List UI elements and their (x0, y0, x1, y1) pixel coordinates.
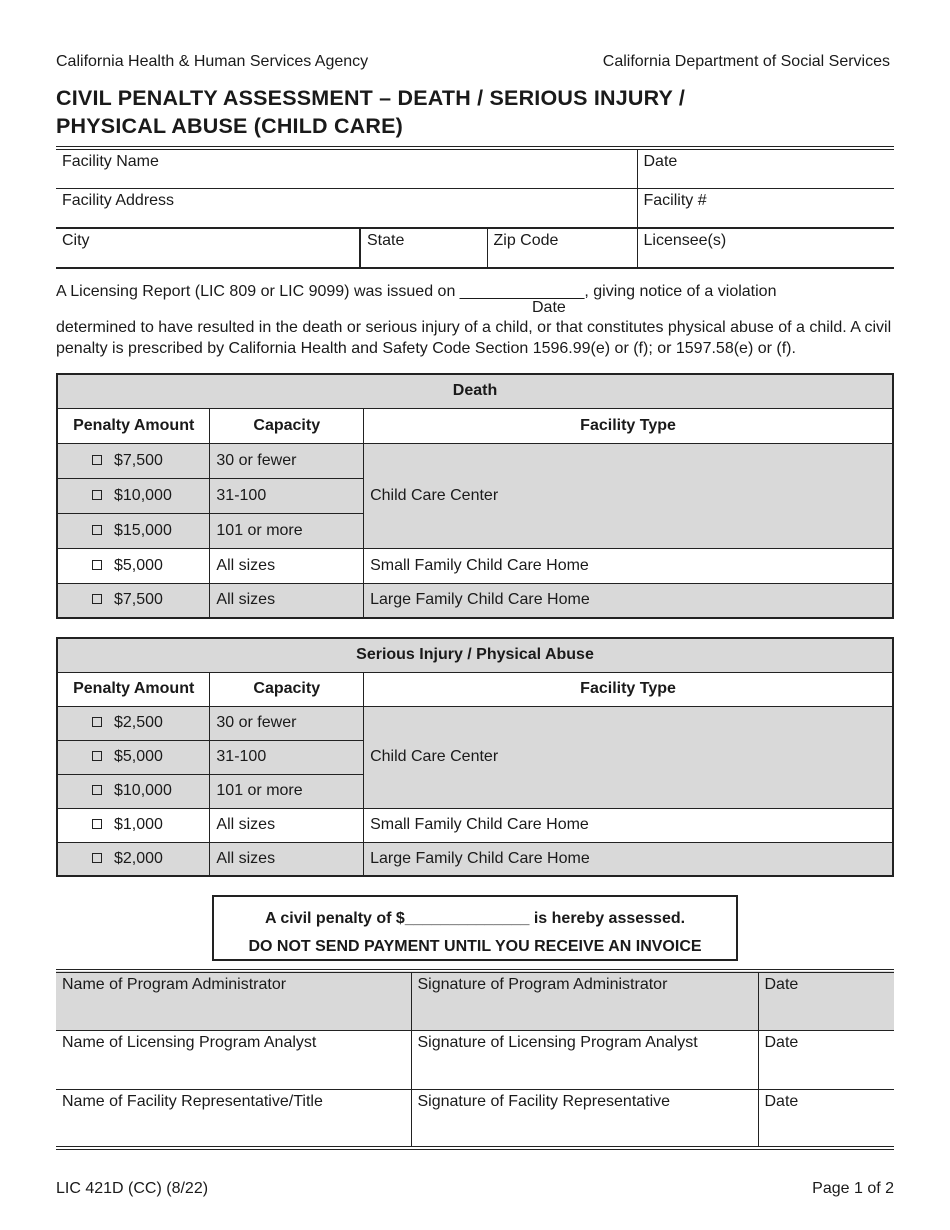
analyst-name-field[interactable] (56, 1030, 411, 1089)
col-penalty-amount: Penalty Amount (57, 672, 210, 706)
signature-row (56, 1089, 894, 1148)
checkbox-icon[interactable] (92, 853, 102, 863)
licensees-field[interactable] (637, 228, 894, 268)
col-penalty-amount: Penalty Amount (57, 408, 210, 443)
signature-table (56, 969, 894, 1150)
notice-text (56, 281, 894, 359)
table-row (57, 443, 893, 478)
facility-address-field[interactable] (56, 188, 637, 228)
form-id: LIC 421D (CC) (8/22) (56, 1180, 209, 1197)
penalty-amount: $5,000 (114, 748, 163, 765)
penalty-checkbox-option[interactable] (57, 842, 210, 876)
checkbox-icon[interactable] (92, 819, 102, 829)
checkbox-icon[interactable] (92, 560, 102, 570)
facility-type-cell: Large Family Child Care Home (364, 583, 893, 618)
capacity-cell: 31-100 (210, 740, 364, 774)
col-facility-type: Facility Type (364, 408, 893, 443)
city-field[interactable] (56, 228, 360, 268)
capacity-cell: 30 or fewer (210, 706, 364, 740)
penalty-checkbox-option[interactable] (57, 513, 210, 548)
program-admin-date-field[interactable] (758, 971, 894, 1030)
facility-type-cell: Large Family Child Care Home (364, 842, 893, 876)
table-row (57, 706, 893, 740)
facility-rep-date-field[interactable] (758, 1089, 894, 1148)
notice-date-label: Date (532, 299, 566, 316)
death-table-heading: Death (57, 374, 893, 408)
notice-paragraph: determined to have resulted in the death or serious injury of a child, or that constitutes physical abuse of a child. A civil penalty is prescribed by California Health and Safety Code Section 1596.99(e) or (f); or 1597.58(e) or (f). (56, 319, 892, 357)
col-capacity: Capacity (210, 672, 364, 706)
capacity-cell: 30 or fewer (210, 443, 364, 478)
injury-table-heading: Serious Injury / Physical Abuse (57, 638, 893, 672)
field-label: Signature of Facility Representative (417, 1092, 671, 1110)
capacity-cell: 31-100 (210, 478, 364, 513)
field-label: Name of Licensing Program Analyst (62, 1033, 317, 1051)
penalty-checkbox-option[interactable] (57, 774, 210, 808)
capacity-cell: 101 or more (210, 774, 364, 808)
table-row (57, 583, 893, 618)
field-label: Name of Program Administrator (62, 976, 287, 993)
checkbox-icon[interactable] (92, 717, 102, 727)
analyst-date-field[interactable] (758, 1030, 894, 1089)
penalty-amount: $10,000 (114, 486, 172, 504)
program-admin-signature-field[interactable] (411, 971, 758, 1030)
penalty-amount: $1,000 (114, 816, 163, 833)
licensees-label: Licensee(s) (643, 232, 727, 249)
table-row (57, 842, 893, 876)
assessment-line1[interactable]: A civil penalty of $______________ is hereby assessed. (264, 910, 686, 927)
agency-header (56, 52, 894, 72)
table-row (57, 548, 893, 583)
penalty-checkbox-option[interactable] (57, 808, 210, 842)
field-label: Name of Facility Representative/Title (62, 1092, 323, 1110)
capacity-cell: All sizes (210, 842, 364, 876)
field-label: Signature of Program Administrator (417, 976, 668, 993)
injury-penalty-table (56, 637, 894, 877)
penalty-checkbox-option[interactable] (57, 548, 210, 583)
date-field[interactable] (637, 148, 894, 188)
state-label: State (367, 232, 405, 249)
program-admin-name-field[interactable] (56, 971, 411, 1030)
penalty-amount: $2,500 (114, 714, 163, 731)
penalty-checkbox-option[interactable] (57, 443, 210, 478)
signature-row (56, 1030, 894, 1089)
date-label: Date (643, 153, 678, 170)
facility-number-field[interactable] (637, 188, 894, 228)
penalty-amount: $2,000 (114, 849, 163, 867)
penalty-checkbox-option[interactable] (57, 583, 210, 618)
facility-address-label: Facility Address (62, 191, 175, 209)
facility-rep-signature-field[interactable] (411, 1089, 758, 1148)
page-footer (56, 1180, 894, 1198)
facility-number-label: Facility # (643, 191, 707, 209)
facility-type-cell: Small Family Child Care Home (364, 808, 893, 842)
agency-right: California Department of Social Services (602, 53, 890, 70)
page-number: Page 1 of 2 (812, 1180, 894, 1197)
capacity-cell: All sizes (210, 548, 364, 583)
penalty-checkbox-option[interactable] (57, 706, 210, 740)
penalty-amount: $15,000 (114, 521, 172, 539)
death-penalty-table (56, 373, 894, 619)
penalty-amount: $7,500 (114, 451, 163, 469)
checkbox-icon[interactable] (92, 490, 102, 500)
form-page (56, 52, 894, 1150)
form-title-line2: PHYSICAL ABUSE (CHILD CARE) (56, 114, 404, 138)
analyst-signature-field[interactable] (411, 1030, 758, 1089)
capacity-cell: All sizes (210, 583, 364, 618)
city-label: City (62, 232, 90, 249)
capacity-cell: All sizes (210, 808, 364, 842)
field-label: Signature of Licensing Program Analyst (417, 1033, 698, 1051)
penalty-amount: $5,000 (114, 556, 163, 574)
facility-name-label: Facility Name (62, 153, 159, 170)
notice-line1: A Licensing Report (LIC 809 or LIC 9099) was issued on ______________, giving notice of a violation (56, 283, 777, 300)
agency-left: California Health & Human Services Agency (56, 53, 369, 70)
col-capacity: Capacity (210, 408, 364, 443)
penalty-amount: $7,500 (114, 591, 163, 609)
state-field[interactable] (360, 228, 487, 268)
signature-row (56, 971, 894, 1030)
facility-type-cell: Child Care Center (364, 706, 893, 808)
checkbox-icon[interactable] (92, 594, 102, 604)
field-label: Date (764, 1033, 799, 1051)
zip-code-label: Zip Code (493, 232, 559, 249)
facility-type-cell: Child Care Center (364, 443, 893, 548)
checkbox-icon[interactable] (92, 751, 102, 761)
facility-info-table (56, 146, 894, 269)
facility-type-cell: Small Family Child Care Home (364, 548, 893, 583)
table-row (57, 808, 893, 842)
form-title-line1: CIVIL PENALTY ASSESSMENT – DEATH / SERIOUS INJURY / (56, 86, 686, 110)
zip-code-field[interactable] (487, 228, 637, 268)
penalty-amount: $10,000 (114, 782, 172, 799)
checkbox-icon[interactable] (92, 525, 102, 535)
capacity-cell: 101 or more (210, 513, 364, 548)
field-label: Date (764, 1092, 799, 1110)
assessment-box (212, 895, 738, 961)
facility-rep-name-field[interactable] (56, 1089, 411, 1148)
checkbox-icon[interactable] (92, 455, 102, 465)
assessment-line2: DO NOT SEND PAYMENT UNTIL YOU RECEIVE AN INVOICE (248, 938, 702, 955)
penalty-checkbox-option[interactable] (57, 478, 210, 513)
form-title (56, 84, 894, 140)
penalty-checkbox-option[interactable] (57, 740, 210, 774)
facility-name-field[interactable] (56, 148, 637, 188)
col-facility-type: Facility Type (364, 672, 893, 706)
checkbox-icon[interactable] (92, 785, 102, 795)
field-label: Date (764, 976, 799, 993)
